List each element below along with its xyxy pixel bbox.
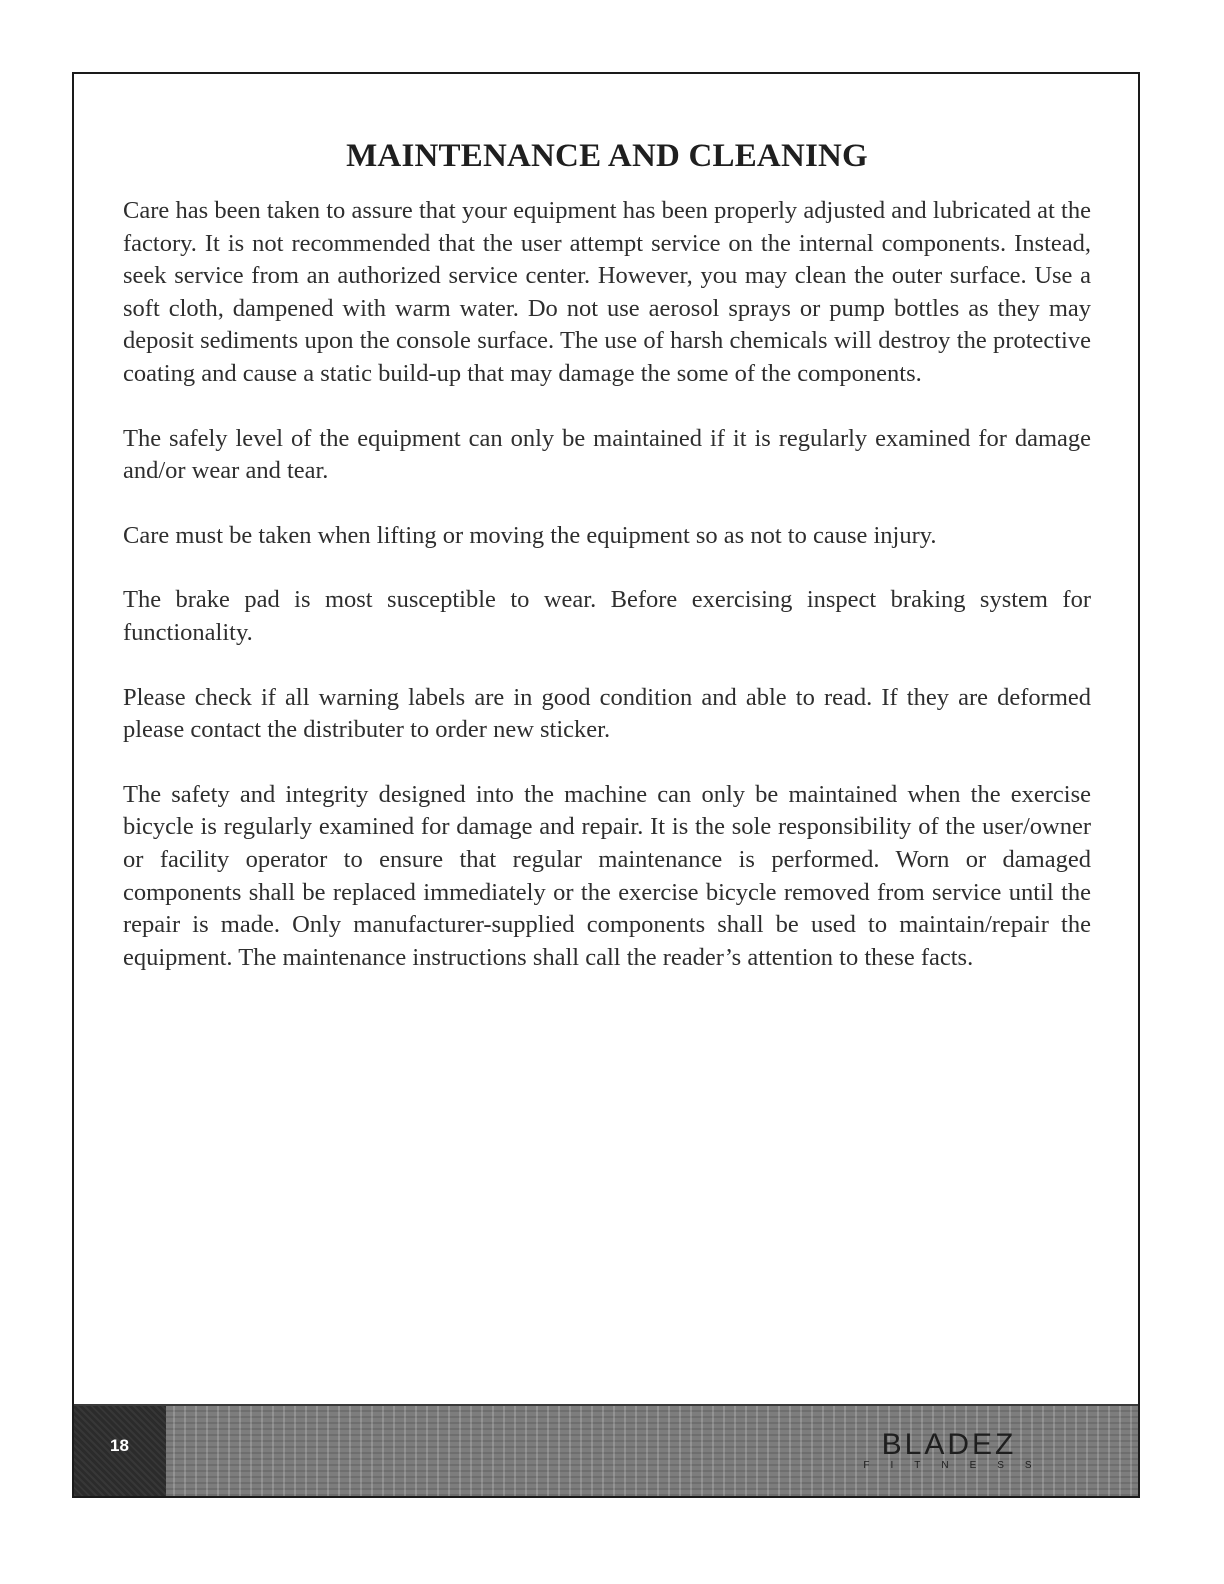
paragraph-warning-labels: Please check if all warning labels are in good condition and able to read. If they are deformed please contact the distributer to order new sticker. xyxy=(123,683,1091,744)
page-number: 18 xyxy=(110,1436,129,1455)
brand-name: BLADEZ xyxy=(881,1428,1017,1461)
brand-logo xyxy=(844,1430,1054,1472)
page-title: MAINTENANCE AND CLEANING xyxy=(346,138,868,174)
paragraph-care: Care has been taken to assure that your equipment has been properly adjusted and lubricated at the factory. It is not recommended that the user attempt service on the internal components. Instead, seek service from an authorized service center. However, you may clean the outer surface. Use a soft cloth, dampened with warm water. Do not use aerosol sprays or pump bottles as they may deposit sediments upon the console surface. The use of harsh chemicals will destroy the protective coating and cause a static build-up that may damage the some of the components. xyxy=(123,197,1091,387)
page-frame xyxy=(72,72,1140,1498)
paragraph-safety-level: The safely level of the equipment can only be maintained if it is regularly examined for damage and/or wear and tear. xyxy=(123,424,1091,485)
paragraph-integrity: The safety and integrity designed into the machine can only be maintained when the exercise bicycle is regularly examined for damage and repair. It is the sole responsibility of the user/owner or facility operator to ensure that regular maintenance is performed. Worn or damaged components shall be replaced immediately or the exercise bicycle removed from service until the repair is made. Only manufacturer-supplied components shall be used to maintain/repair the equipment. The maintenance instructions shall call the reader’s attention to these facts. xyxy=(123,780,1091,971)
paragraph-lifting: Care must be taken when lifting or moving the equipment so as not to cause injury. xyxy=(123,521,937,549)
page-footer xyxy=(74,1404,1138,1496)
paragraph-brake-pad: The brake pad is most susceptible to wear. Before exercising inspect braking system for functionality. xyxy=(123,586,1091,646)
page-number-box xyxy=(74,1406,166,1496)
main-content xyxy=(123,138,1091,1006)
brand-subtitle: FITNESS xyxy=(863,1460,1053,1471)
